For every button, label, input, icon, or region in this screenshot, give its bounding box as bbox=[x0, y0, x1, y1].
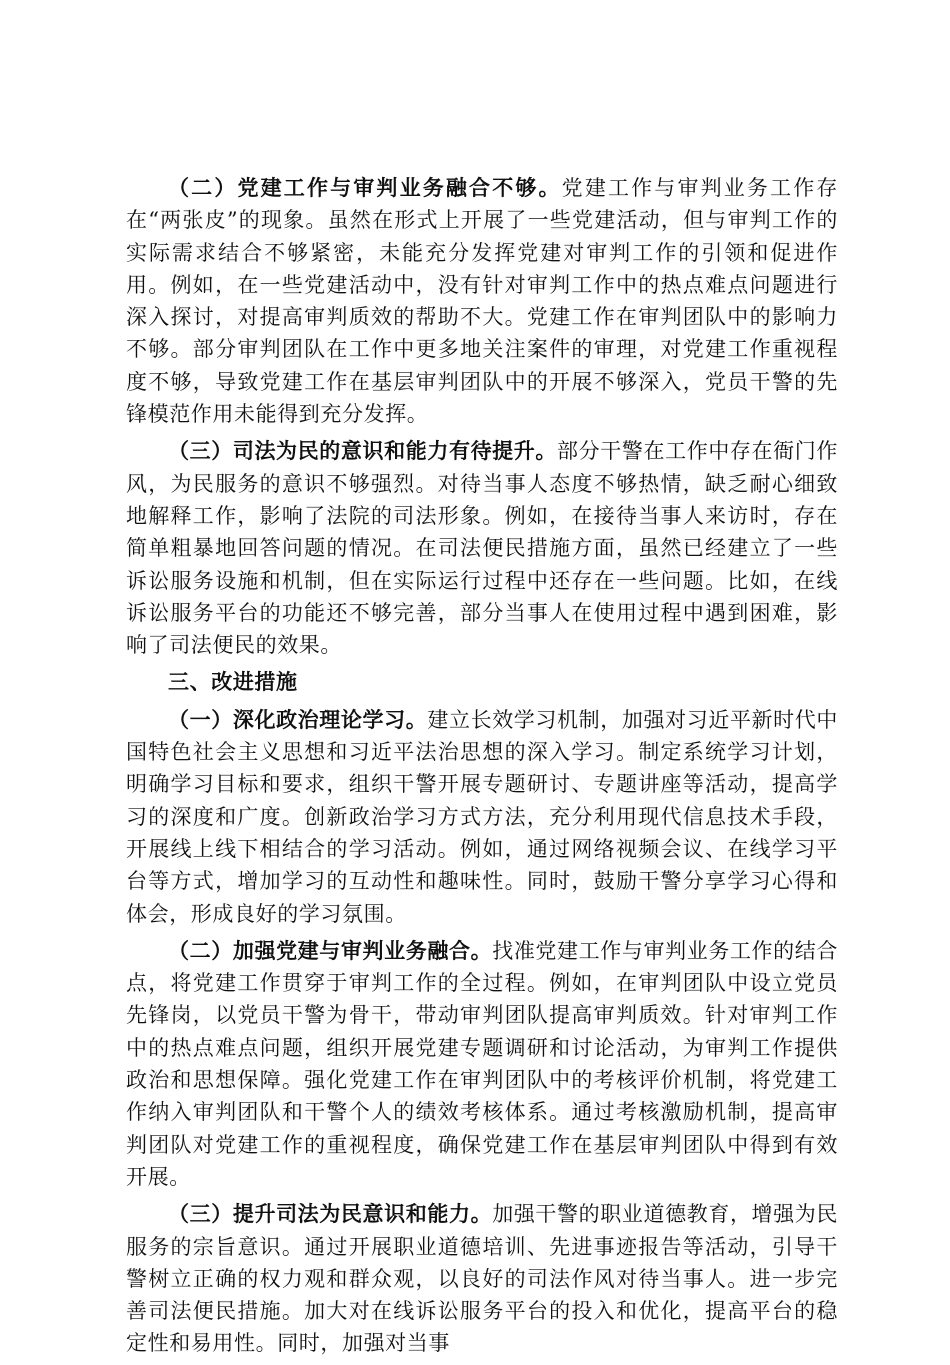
paragraph-text: 建立长效学习机制，加强对习近平新时代中国特色社会主义思想和习近平法治思想的深入学习。制定系统学习计划，明确学习目标和要求，组织干警开展专题研讨、专题讲座等活动，提高学习的深度和广度。创新政治学习方式方法，充分利用现代信息技术手段，开展线上线下相结合的学习活动。例如，通过网络视频会议、在线学习平台等方式，增加学习的互动性和趣味性。同时，鼓励干警分享学习心得和体会，形成良好的学习氛围。 bbox=[126, 707, 838, 926]
paragraph-text: 找准党建工作与审判业务工作的结合点，将党建工作贯穿于审判工作的全过程。例如，在审判团队中设立党员先锋岗，以党员干警为骨干，带动审判团队提高审判质效。针对审判工作中的热点难点问题，组织开展党建专题调研和讨论活动，为审判工作提供政治和思想保障。强化党建工作在审判团队中的考核评价机制，将党建工作纳入审判团队和干警个人的绩效考核体系。通过考核激励机制，提高审判团队对党建工作的重视程度，确保党建工作在基层审判团队中得到有效开展。 bbox=[126, 938, 838, 1189]
document-body bbox=[126, 172, 838, 1365]
paragraph-judicial-service-issue bbox=[126, 435, 838, 661]
paragraph-heading: （三）提升司法为民意识和能力。 bbox=[168, 1202, 493, 1227]
paragraph-text: 党建工作与审判业务工作存在“两张皮”的现象。虽然在形式上开展了一些党建活动，但与审判工作的实际需求结合不够紧密，未能充分发挥党建对审判工作的引领和促进作用。例如，在一些党建活动中，没有针对审判工作中的热点难点问题进行深入探讨，对提高审判质效的帮助不大。党建工作在审判团队中的影响力不够。部分审判团队在工作中更多地关注案件的审理，对党建工作重视程度不够，导致党建工作在基层审判团队中的开展不够深入，党员干警的先锋模范作用未能得到充分发挥。 bbox=[126, 176, 838, 427]
paragraph-party-building-integration-issue bbox=[126, 172, 838, 430]
section-title: 三、改进措施 bbox=[168, 670, 298, 695]
paragraph-judicial-service-measure bbox=[126, 1198, 838, 1359]
paragraph-heading: （二）党建工作与审判业务融合不够。 bbox=[168, 176, 562, 200]
paragraph-heading: （三）司法为民的意识和能力有待提升。 bbox=[168, 439, 558, 464]
paragraph-party-building-integration-measure bbox=[126, 935, 838, 1193]
section-heading-improvement-measures bbox=[126, 666, 838, 698]
paragraph-heading: （一）深化政治理论学习。 bbox=[168, 707, 428, 732]
paragraph-text: 部分干警在工作中存在衙门作风，为民服务的意识不够强烈。对待当事人态度不够热情，缺乏耐心细致地解释工作，影响了法院的司法形象。例如，在接待当事人来访时，存在简单粗暴地回答问题的情况。在司法便民措施方面，虽然已经建立了一些诉讼服务设施和机制，但在实际运行过程中还存在一些问题。比如，在线诉讼服务平台的功能还不够完善，部分当事人在使用过程中遇到困难，影响了司法便民的效果。 bbox=[126, 439, 838, 658]
paragraph-heading: （二）加强党建与审判业务融合。 bbox=[168, 938, 493, 963]
paragraph-political-study bbox=[126, 704, 838, 930]
paragraph-text: 加强干警的职业道德教育，增强为民服务的宗旨意识。通过开展职业道德培训、先进事迹报告等活动，引导干警树立正确的权力观和群众观，以良好的司法作风对待当事人。进一步完善司法便民措施。加大对在线诉讼服务平台的投入和优化，提高平台的稳定性和易用性。同时，加强对当事 bbox=[126, 1202, 838, 1356]
